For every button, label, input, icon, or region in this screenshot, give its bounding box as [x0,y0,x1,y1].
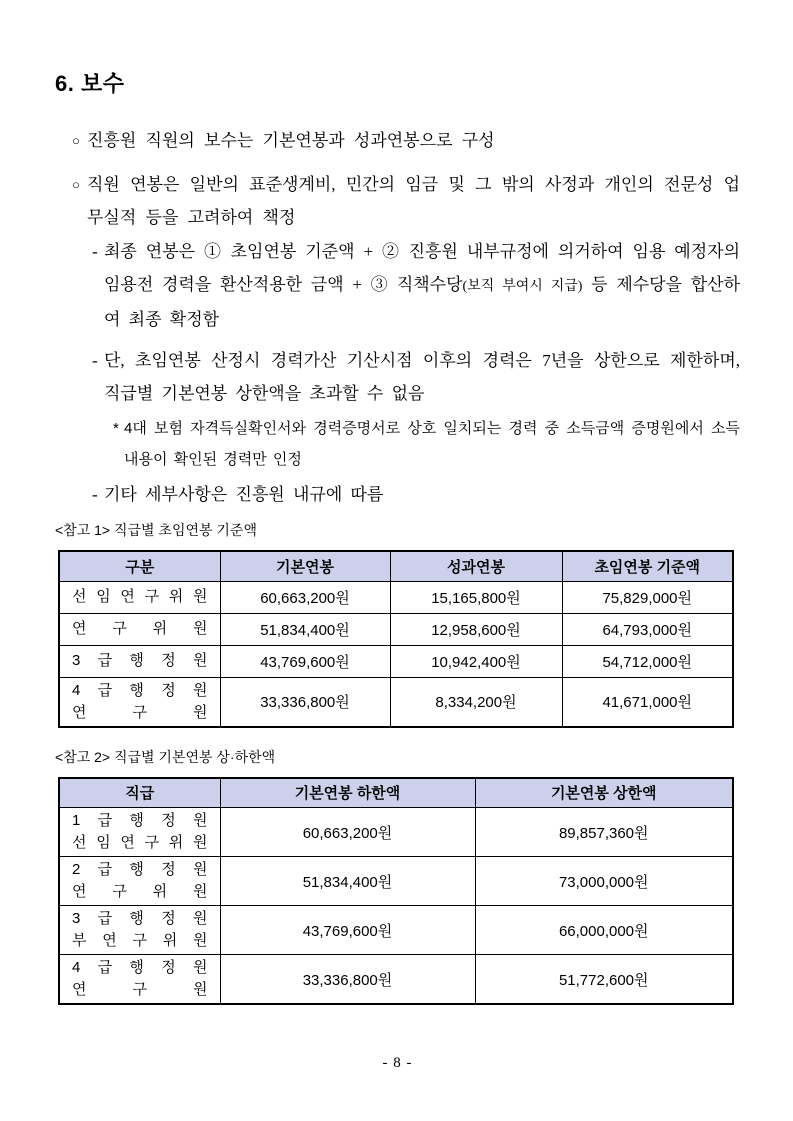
dash-text: 단, 초임연봉 산정시 경력가산 기산시점 이후의 경력은 7년을 상한으로 제한하며, 직급별 기본연봉 상한액을 초과할 수 없음 [104,351,740,403]
table1-caption: <참고 1> 직급별 초임연봉 기준액 [55,522,257,538]
table2-caption: <참고 2> 직급별 기본연봉 상·하한액 [55,748,276,765]
value-cell: 60,663,200원 [220,581,390,613]
value-cell: 33,336,800원 [220,955,475,1005]
label-cell: 1 급 행 정 원 선 임 연 구 위 원 [59,808,220,857]
header-cell-starting-salary: 초임연봉 기준액 [562,551,733,581]
dash-text [104,235,740,336]
dash-text-paren: (보직 부여시 지급) [462,279,583,294]
value-cell: 43,769,600원 [220,645,390,677]
table-row [59,906,733,955]
table-row [59,613,733,645]
bullet-text: 진흥원 직원의 보수는 기본연봉과 성과연봉으로 구성 [87,131,495,150]
value-cell: 8,334,200원 [390,677,562,727]
value-cell: 43,769,600원 [220,906,475,955]
value-cell: 41,671,000원 [562,677,733,727]
table-row [59,677,733,727]
value-cell: 89,857,360원 [475,808,733,857]
value-cell: 12,958,600원 [390,613,562,645]
label-cell: 4 급 행 정 원 연 구 원 [59,955,220,1005]
section-title: 6. 보수 [55,71,125,96]
star-note-text: 4대 보험 자격득실확인서와 경력증명서로 상호 일치되는 경력 중 소득금액 증명원에서 소득내용이 확인된 경력만 인정 [124,420,740,468]
asterisk-icon: * [113,420,119,437]
circle-bullet-icon: ○ [72,133,80,148]
value-cell: 51,772,600원 [475,955,733,1005]
circle-bullet-icon: ○ [72,177,80,192]
table-header-row [59,551,733,581]
bullet-item [72,168,740,234]
value-cell: 10,942,400원 [390,645,562,677]
header-cell-upper-limit: 기본연봉 상한액 [475,778,733,808]
header-cell-category: 구분 [59,551,220,581]
label-cell: 3 급 행 정 원 부 연 구 위 원 [59,906,220,955]
value-cell: 75,829,000원 [562,581,733,613]
label-cell: 연 구 위 원 [59,613,220,645]
value-cell: 73,000,000원 [475,857,733,906]
dash-text-post: 등 제수당을 합산하여 최종 확정함 [104,275,740,329]
table-row [59,808,733,857]
label-cell: 3 급 행 정 원 [59,645,220,677]
value-cell: 33,336,800원 [220,677,390,727]
header-cell-performance-salary: 성과연봉 [390,551,562,581]
dash-item [92,344,740,410]
table-row [59,581,733,613]
value-cell: 51,834,400원 [220,857,475,906]
dash-text: 기타 세부사항은 진흥원 내규에 따름 [104,485,384,504]
bullet-text: 직원 연봉은 일반의 표준생계비, 민간의 임금 및 그 밖의 사정과 개인의 전문성 업무실적 등을 고려하여 책정 [87,175,740,227]
star-note-item [113,413,740,475]
value-cell: 54,712,000원 [562,645,733,677]
dash-text-pre: 최종 연봉은 ① 초임연봉 기준액 + ② 진흥원 내부규정에 의거하여 임용 예정자의 임용전 경력을 환산적용한 금액 + ③ 직책수당 [104,242,740,294]
value-cell: 66,000,000원 [475,906,733,955]
dash-bullet-icon: - [92,485,98,504]
dash-item [92,235,740,336]
header-cell-lower-limit: 기본연봉 하한액 [220,778,475,808]
label-cell: 4 급 행 정 원 연 구 원 [59,677,220,727]
label-cell: 선 임 연 구 위 원 [59,581,220,613]
table-salary-baseline [58,550,734,728]
dash-bullet-icon: - [92,242,98,261]
value-cell: 51,834,400원 [220,613,390,645]
dash-item [92,478,740,511]
header-cell-grade: 직급 [59,778,220,808]
header-cell-base-salary: 기본연봉 [220,551,390,581]
value-cell: 15,165,800원 [390,581,562,613]
bullet-item [72,124,740,157]
table-header-row [59,778,733,808]
dash-bullet-icon: - [92,351,98,370]
label-cell: 2 급 행 정 원 연 구 위 원 [59,857,220,906]
value-cell: 60,663,200원 [220,808,475,857]
table-row [59,857,733,906]
table-row [59,955,733,1005]
table-salary-limits [58,777,734,1006]
page-number: - 8 - [382,1055,413,1071]
value-cell: 64,793,000원 [562,613,733,645]
table-row [59,645,733,677]
